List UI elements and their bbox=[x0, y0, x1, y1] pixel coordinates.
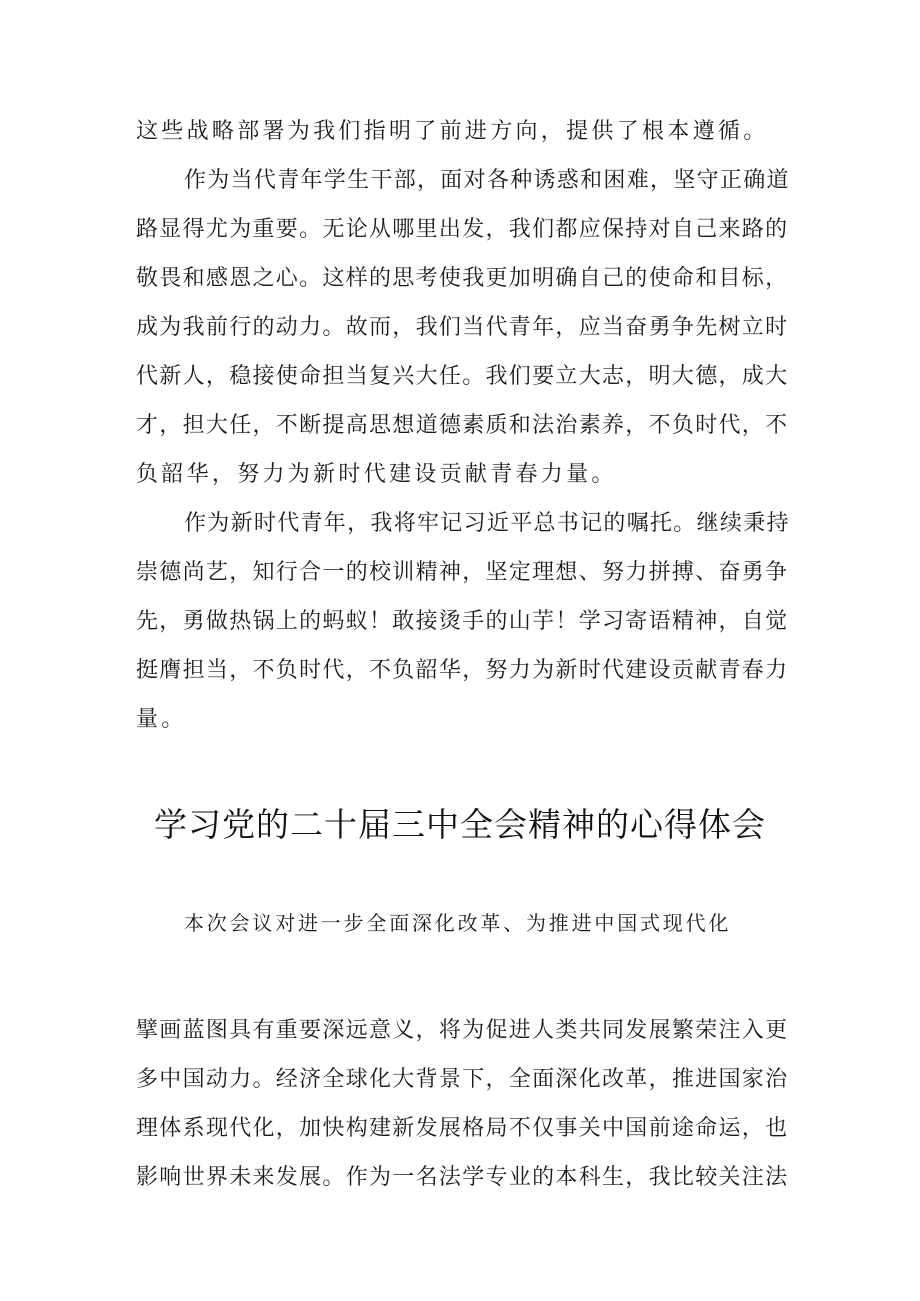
text-line: 理体系现代化，加快构建新发展格局不仅事关中国前途命运，也 bbox=[136, 1116, 789, 1141]
text-line: 成为我前行的动力。故而，我们当代青年，应当奋勇争先树立时 bbox=[136, 315, 789, 340]
text-line: 这些战略部署为我们指明了前进方向，提供了根本遵循。 bbox=[136, 119, 769, 144]
text-line: 量。 bbox=[136, 707, 187, 732]
text-line: 先，勇做热锅上的蚂蚁！敢接烫手的山芋！学习寄语精神，自觉 bbox=[136, 609, 789, 634]
subtitle-line: 本次会议对进一步全面深化改革、为推进中国式现代化 bbox=[184, 911, 732, 935]
paragraph-first-line: 作为当代青年学生干部，面对各种诱惑和困难，坚守正确道 bbox=[184, 168, 790, 193]
text-line: 崇德尚艺，知行合一的校训精神，坚定理想、努力拼搏、奋勇争 bbox=[136, 560, 789, 585]
paragraph-first-line: 作为新时代青年，我将牢记习近平总书记的嘱托。继续秉持 bbox=[184, 511, 790, 536]
text-line: 负韶华，努力为新时代建设贡献青春力量。 bbox=[136, 462, 617, 487]
document-title: 学习党的二十届三中全会精神的心得体会 bbox=[154, 805, 766, 844]
text-line: 影响世界未来发展。作为一名法学专业的本科生，我比较关注法 bbox=[136, 1165, 789, 1190]
text-line: 敬畏和感恩之心。这样的思考使我更加明确自己的使命和目标， bbox=[136, 266, 789, 291]
text-line: 挺膺担当，不负时代，不负韶华，努力为新时代建设贡献青春力 bbox=[136, 658, 789, 683]
text-line: 代新人，稳接使命担当复兴大任。我们要立大志，明大德，成大 bbox=[136, 364, 789, 389]
text-line: 多中国动力。经济全球化大背景下，全面深化改革，推进国家治 bbox=[136, 1067, 789, 1092]
text-line: 擘画蓝图具有重要深远意义，将为促进人类共同发展繁荣注入更 bbox=[136, 1018, 789, 1043]
text-line: 才，担大任，不断提高思想道德素质和法治素养，不负时代，不 bbox=[136, 413, 789, 438]
text-line: 路显得尤为重要。无论从哪里出发，我们都应保持对自己来路的 bbox=[136, 217, 789, 242]
